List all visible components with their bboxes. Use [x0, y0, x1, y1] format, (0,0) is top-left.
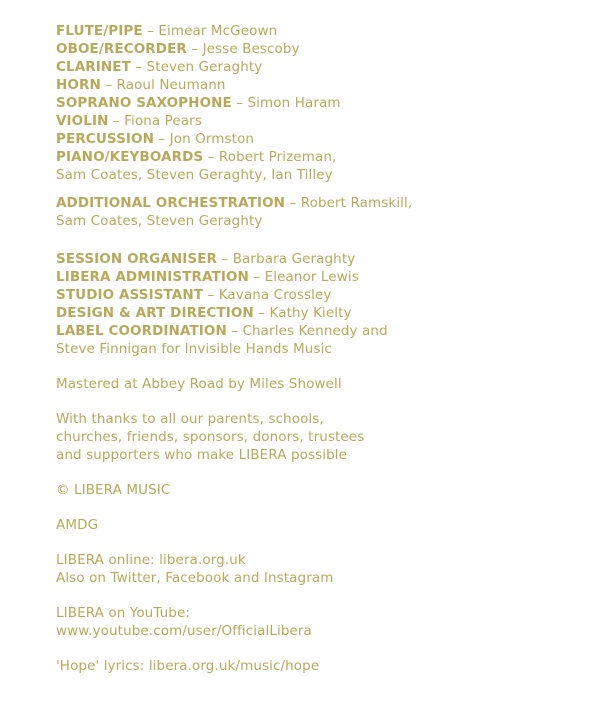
credit-continuation: Sam Coates, Steven Geraghty	[56, 213, 263, 229]
separator: –	[130, 59, 147, 75]
thanks-line: churches, friends, sponsors, donors, trustees	[56, 429, 365, 445]
credit-name: Robert Ramskill,	[300, 195, 413, 211]
credit-role: CLARINET	[56, 59, 131, 75]
credit-line	[56, 286, 586, 304]
separator: –	[248, 269, 265, 285]
credit-line	[56, 304, 586, 322]
online-note	[56, 551, 586, 587]
credit-name: Eimear McGeown	[158, 23, 278, 39]
separator: –	[226, 323, 243, 339]
credit-name: Charles Kennedy and	[242, 323, 388, 339]
credit-line	[56, 76, 586, 94]
separator: –	[285, 195, 301, 211]
credit-role: LABEL COORDINATION	[56, 323, 227, 339]
credit-role: STUDIO ASSISTANT	[56, 287, 204, 303]
credit-role: LIBERA ADMINISTRATION	[56, 269, 249, 285]
credit-name: Kavana Crossley	[218, 287, 332, 303]
credit-role: HORN	[56, 77, 101, 93]
copyright-note: © LIBERA MUSIC	[56, 482, 171, 498]
separator: –	[108, 113, 125, 129]
credit-line	[56, 268, 586, 286]
separator: –	[142, 23, 159, 39]
amdg-note: AMDG	[56, 517, 99, 533]
separator: –	[253, 305, 270, 321]
online-line: Also on Twitter, Facebook and Instagram	[56, 570, 334, 586]
separator: –	[154, 131, 170, 147]
youtube-line: LIBERA on YouTube:	[56, 605, 191, 621]
credit-name: Kathy Kielty	[269, 305, 352, 321]
credit-name: Jesse Bescoby	[202, 41, 300, 57]
credit-line	[56, 112, 586, 130]
credit-name: Steven Geraghty	[146, 59, 263, 75]
credit-role: FLUTE/PIPE	[56, 23, 143, 39]
credit-name: Eleanor Lewis	[264, 269, 359, 285]
credit-role: DESIGN & ART DIRECTION	[56, 305, 254, 321]
credit-line	[56, 40, 586, 58]
credits-block	[56, 22, 586, 675]
credit-name: Jon Ormston	[169, 131, 255, 147]
separator: –	[217, 251, 233, 267]
credit-line	[56, 94, 586, 112]
credit-role: PERCUSSION	[56, 131, 155, 147]
credit-name: Barbara Geraghty	[232, 251, 356, 267]
credit-continuation: Sam Coates, Steven Geraghty, Ian Tilley	[56, 167, 333, 183]
credit-continuation: Steve Finnigan for Invisible Hands Music	[56, 341, 332, 357]
credit-name: Simon Haram	[247, 95, 341, 111]
credit-name: Fiona Pears	[124, 113, 202, 129]
credit-line	[56, 22, 586, 40]
separator: –	[186, 41, 203, 57]
credit-role: ADDITIONAL ORCHESTRATION	[56, 195, 286, 211]
staff-section	[56, 250, 586, 358]
credit-name: Robert Prizeman,	[218, 149, 337, 165]
credit-role: SOPRANO SAXOPHONE	[56, 95, 232, 111]
credit-line	[56, 322, 586, 340]
credit-role: PIANO/KEYBOARDS	[56, 149, 204, 165]
thanks-note	[56, 410, 586, 464]
youtube-note	[56, 604, 586, 640]
credit-name: Raoul Neumann	[116, 77, 226, 93]
musicians-section	[56, 22, 586, 184]
credit-line	[56, 194, 586, 212]
youtube-line: www.youtube.com/user/OfficialLibera	[56, 623, 312, 639]
separator: –	[100, 77, 117, 93]
mastered-note: Mastered at Abbey Road by Miles Showell	[56, 376, 342, 392]
credit-line	[56, 250, 586, 268]
separator: –	[203, 149, 219, 165]
thanks-line: and supporters who make LIBERA possible	[56, 447, 348, 463]
hope-lyrics-note: 'Hope' lyrics: libera.org.uk/music/hope	[56, 658, 320, 674]
separator: –	[203, 287, 219, 303]
credit-line	[56, 130, 586, 148]
credit-line	[56, 58, 586, 76]
credit-role: OBOE/RECORDER	[56, 41, 187, 57]
thanks-line: With thanks to all our parents, schools,	[56, 411, 324, 427]
online-line: LIBERA online: libera.org.uk	[56, 552, 246, 568]
credit-line	[56, 148, 586, 166]
separator: –	[231, 95, 248, 111]
credit-role: SESSION ORGANISER	[56, 251, 218, 267]
credit-role: VIOLIN	[56, 113, 109, 129]
orchestration-section	[56, 194, 586, 230]
